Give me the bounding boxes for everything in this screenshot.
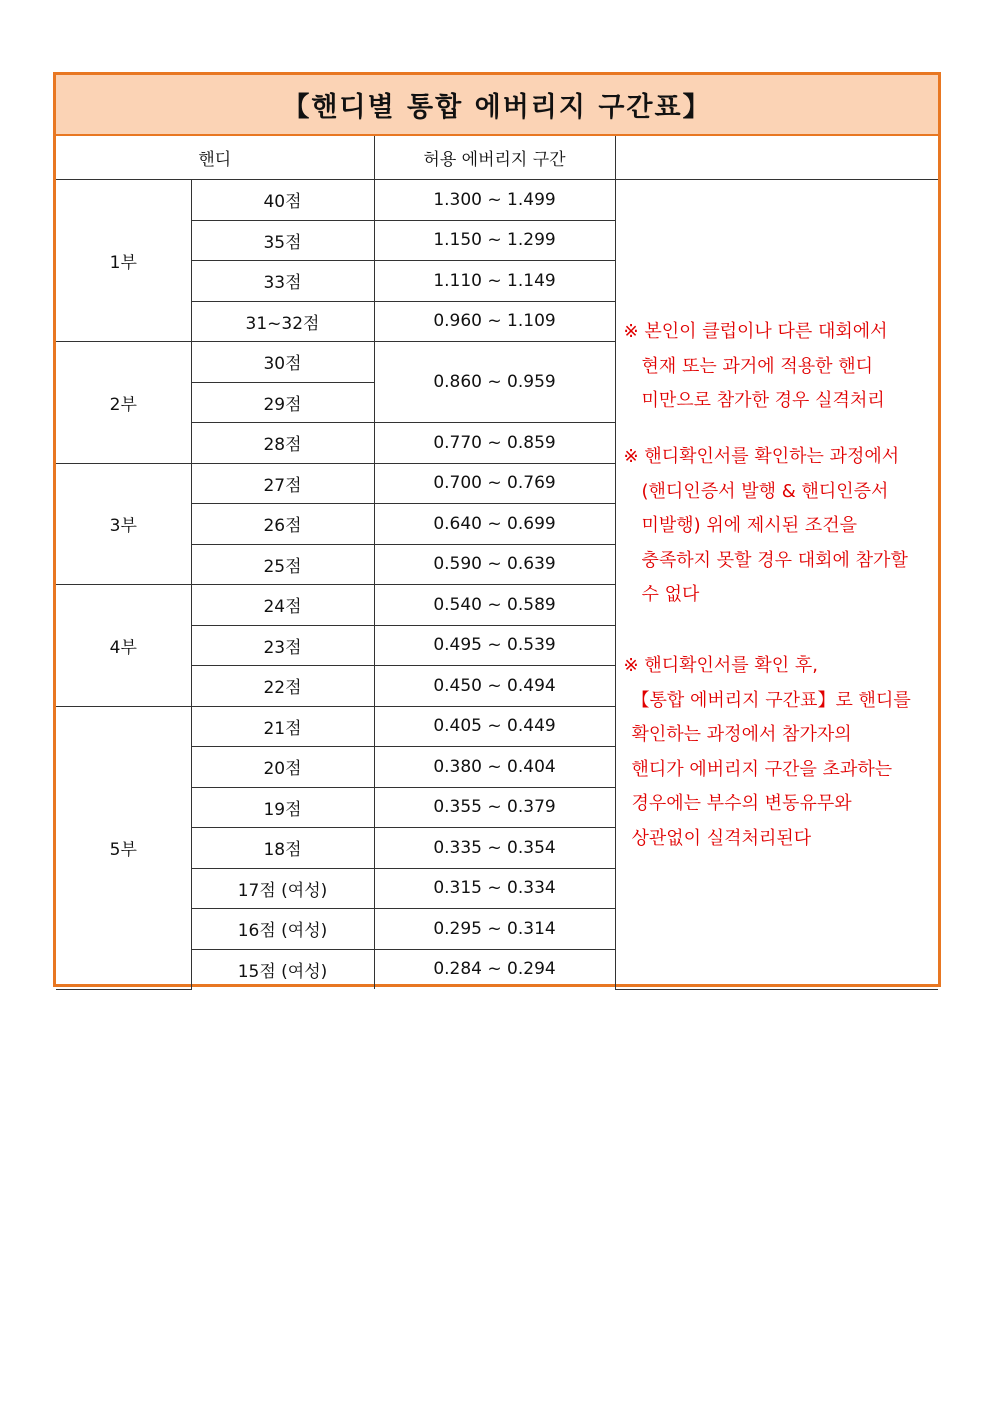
header-handi: 핸디: [56, 136, 374, 180]
note-line: 미발행) 위에 제시된 조건을: [641, 515, 857, 536]
group-label: 5부: [56, 706, 191, 989]
score-cell: 16점 (여성): [191, 909, 374, 950]
score-cell: 31~32점: [191, 301, 374, 342]
score-cell: 19점: [191, 787, 374, 828]
group-label: 3부: [56, 463, 191, 585]
table-title: 【핸디별 통합 에버리지 구간표】: [56, 75, 938, 136]
range-cell: 0.295 ~ 0.314: [374, 909, 615, 950]
range-cell: 0.590 ~ 0.639: [374, 544, 615, 585]
range-cell: 0.380 ~ 0.404: [374, 747, 615, 788]
note-line: 【통합 에버리지 구간표】로 핸디를: [631, 689, 911, 711]
range-cell: 1.110 ~ 1.149: [374, 261, 615, 302]
group-label: 4부: [56, 585, 191, 707]
score-cell: 26점: [191, 504, 374, 545]
score-cell: 23점: [191, 625, 374, 666]
note-line: 미만으로 참가한 경우 실격처리: [641, 390, 885, 411]
score-cell: 20점: [191, 747, 374, 788]
note-disqualify-lower: [624, 315, 935, 419]
range-cell: 0.335 ~ 0.354: [374, 828, 615, 869]
note-line: 경우에는 부수의 변동유무와: [631, 793, 852, 814]
group-label: 1부: [56, 180, 191, 342]
range-cell: 0.315 ~ 0.334: [374, 868, 615, 909]
score-cell: 35점: [191, 220, 374, 261]
note-line: 충족하지 못할 경우 대회에 참가할: [641, 549, 908, 571]
range-cell: 1.150 ~ 1.299: [374, 220, 615, 261]
score-cell: 18점: [191, 828, 374, 869]
header-notes: [615, 136, 938, 180]
note-line: ※ 본인이 클럽이나 다른 대회에서: [623, 321, 888, 342]
range-cell: 0.960 ~ 1.109: [374, 301, 615, 342]
note-range-exceed: [624, 649, 935, 856]
note-line: ※ 핸디확인서를 확인 후,: [623, 655, 818, 676]
note-line: 현재 또는 과거에 적용한 핸디: [641, 355, 874, 377]
note-line: 상관없이 실격처리된다: [631, 827, 812, 849]
note-line: ※ 핸디확인서를 확인하는 과정에서: [623, 446, 900, 467]
score-cell: 33점: [191, 261, 374, 302]
range-cell: 0.700 ~ 0.769: [374, 463, 615, 504]
range-cell: 0.355 ~ 0.379: [374, 787, 615, 828]
group-label: 2부: [56, 342, 191, 464]
score-cell: 27점: [191, 463, 374, 504]
score-cell: 22점: [191, 666, 374, 707]
note-line: (핸디인증서 발행 & 핸디인증서: [641, 480, 889, 502]
score-cell: 25점: [191, 544, 374, 585]
range-cell: 0.495 ~ 0.539: [374, 625, 615, 666]
range-cell: 0.450 ~ 0.494: [374, 666, 615, 707]
average-range-table: [56, 136, 938, 990]
note-line: 수 없다: [641, 584, 700, 605]
range-cell: 0.284 ~ 0.294: [374, 949, 615, 989]
range-cell: 0.405 ~ 0.449: [374, 706, 615, 747]
score-cell: 17점 (여성): [191, 868, 374, 909]
score-cell: 24점: [191, 585, 374, 626]
range-cell: 0.770 ~ 0.859: [374, 423, 615, 464]
range-cell: 1.300 ~ 1.499: [374, 180, 615, 221]
note-certificate-check: [624, 440, 935, 613]
handicap-table-frame: [53, 72, 941, 987]
table-row: [56, 180, 938, 221]
notes-cell: [615, 180, 938, 990]
score-cell: 15점 (여성): [191, 949, 374, 989]
score-cell: 21점: [191, 706, 374, 747]
score-cell: 28점: [191, 423, 374, 464]
score-cell: 29점: [191, 382, 374, 423]
note-line: 핸디가 에버리지 구간을 초과하는: [631, 758, 893, 780]
range-cell: 0.540 ~ 0.589: [374, 585, 615, 626]
range-cell: 0.860 ~ 0.959: [374, 342, 615, 423]
note-line: 확인하는 과정에서 참가자의: [631, 724, 852, 745]
score-cell: 30점: [191, 342, 374, 383]
header-range: 허용 에버리지 구간: [374, 136, 615, 180]
range-cell: 0.640 ~ 0.699: [374, 504, 615, 545]
score-cell: 40점: [191, 180, 374, 221]
header-row: [56, 136, 938, 180]
